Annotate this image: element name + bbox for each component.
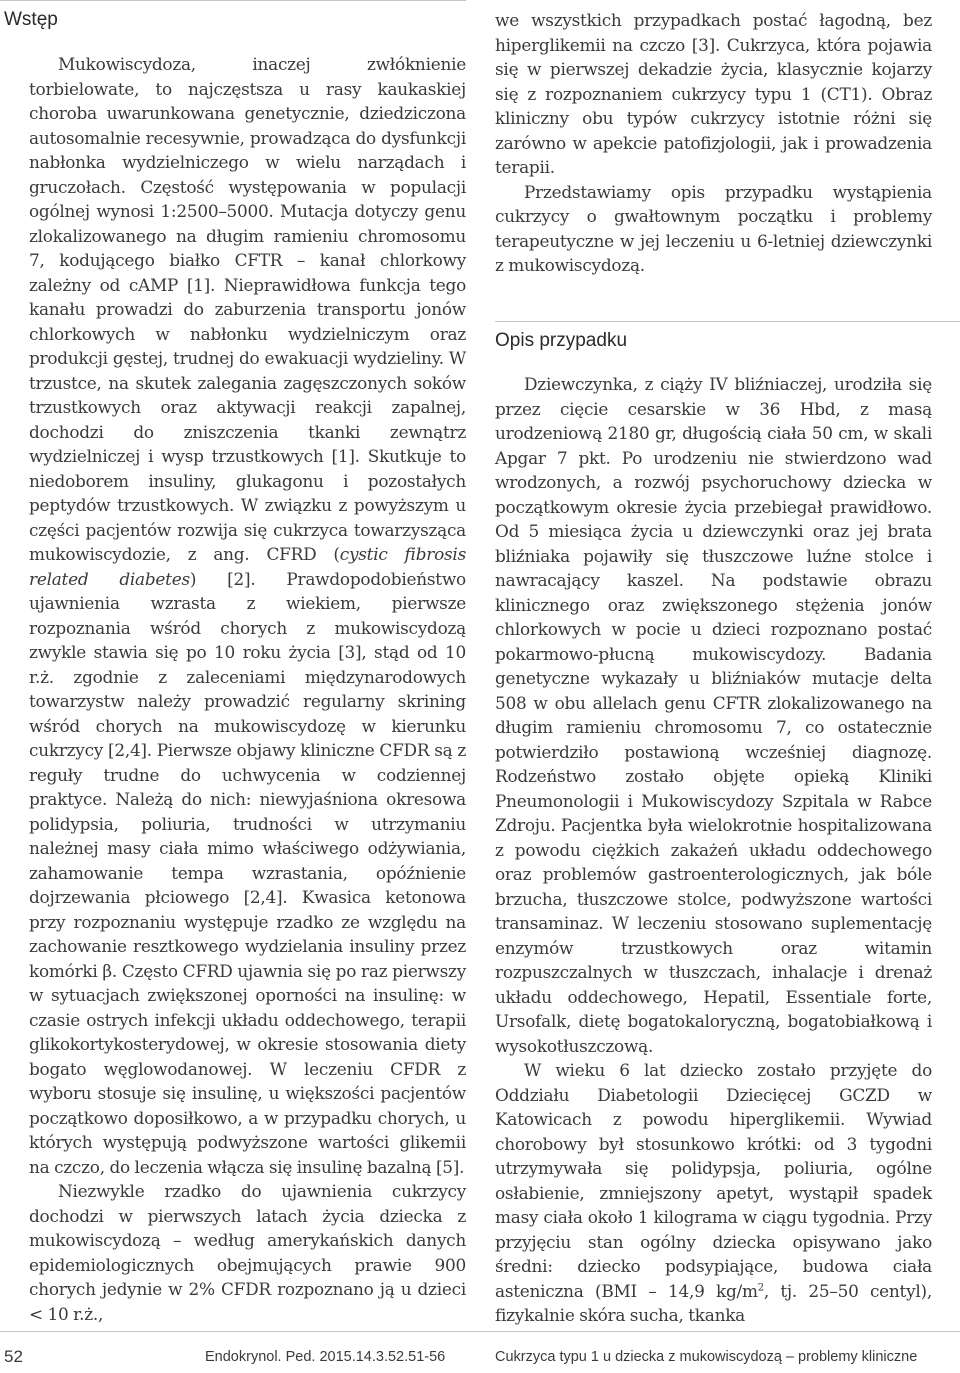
section-heading-intro-text: Wstęp: [4, 9, 58, 30]
intro-paragraph-4: Przedstawiamy opis przypadku wystąpienia cukrzycy o gwałtownym początku i problemy terapeutyczne w jej leczeniu u 6-letniej dziewczynki z mukowiscydozą.: [495, 181, 932, 275]
intro-paragraph-1-italic-term: cystic fibrosis related diabetes: [29, 544, 466, 589]
section-heading-intro: [0, 0, 466, 31]
section-heading-case: [495, 321, 960, 352]
right-column-case: [495, 372, 932, 1328]
case-paragraph-2-superscript: 2: [757, 1281, 764, 1293]
right-column-top: [495, 8, 932, 278]
intro-paragraph-1-text-a: Mukowiscydoza, inaczej zwłóknienie torbielowate, to najczęstsza u rasy kaukaskiej choroba uwarunkowana genetycznie, dziedziczona autosomalnie recesywnie, prowadząca do dysfunkcji nabłonka wydzielniczego w wielu narządach i gruczołach. Częstość występowania w populacji ogólnej wynosi 1:2500–5000. Mutacja dotyczy genu zlokalizowanego na długim ramieniu chromosomu 7, kodującego białko CFTR – kanał chlorkowy zależny od cAMP [1]. Nieprawidłowa funkcja tego kanału prowadzi do zaburzenia transportu jonów chlorkowych w nabłonku wydzielniczym oraz produkcji gęstej, trudnej do ewakuacji wydzieliny. W trzustce, na skutek zalegania zagęszczonych soków trzustkowych oraz aktywacji reakcji zapalnej, dochodzi do zniszczenia tkanki zewnątrz wydzielniczej i wysp trzustkowych [1]. Skutkuje to niedoborem insuliny, glukagonu i pozostałych peptydów trzustkowych. W związku z powyższym u części pacjentów rozwija się cukrzyca towarzysząca mukowiscydozie, z ang. CFRD (: [29, 54, 466, 564]
intro-paragraph-2: Niezwykle rzadko do ujawnienia cukrzycy dochodzi w pierwszych latach życia dziecka z mukowiscydozą – według amerykańskich danych epidemiologicznych obejmujących prawie 900 chorych jedynie w 2% CFDR rozpoznano ją u dzieci < 10 r.ż.,: [29, 1181, 466, 1324]
page-number: 52: [4, 1347, 23, 1366]
case-paragraph-2-text-b: , tj. 25–50 centyl), fizykalnie skóra sucha, tkanka: [495, 1280, 932, 1325]
intro-paragraph-1: [29, 52, 466, 1179]
left-column: [29, 52, 466, 1326]
section-heading-case-text: Opis przypadku: [495, 330, 628, 351]
running-title: Cukrzyca typu 1 u dziecka z mukowiscydozą – problemy kliniczne: [495, 1349, 918, 1365]
intro-paragraph-1-text-b: ) [2]. Prawdopodobieństwo ujawnienia wzrasta z wiekiem, pierwsze rozpoznania wśród chorych z mukowiscydozą zwykle stawia się po 10 roku życia [3], stąd od 10 r.ż. zgodnie z zaleceniami międzynarodowych towarzystw należy prowadzić regularny skrining wśród chorych na mukowiscydozę w kierunku cukrzycy [2,4]. Pierwsze objawy kliniczne CFDR są z reguły trudne do uchwycenia w codziennej praktyce. Należą do nich: niewyjaśniona okresowa polidypsia, poliuria, trudności w utrzymaniu należnej masy ciała mimo właściwego odżywiania, zahamowanie tempa wzrastania, opóźnienie dojrzewania płciowego [2,4]. Kwasica ketonowa przy rozpoznaniu występuje rzadko ze względu na zachowanie resztkowego wydzielania insuliny przez komórki β. Często CFRD ujawnia się po raz pierwszy w sytuacjach zwiększonej oporności na insulinę: w czasie ostrych infekcji układu oddechowego, terapii glikokortykosterydowej, w okresie stosowania diety bogato węglowodanowej. W leczeniu CFDR z wyboru stosuje się insulinę, u większości pacjentów początkowo doposiłkowo, a w przypadku chorych, u których występują podwyższone wartości glikemii na czczo, do leczenia włącza się insulinę bazalną [5].: [29, 568, 466, 1177]
case-paragraph-1: Dziewczynka, z ciąży IV bliźniaczej, urodziła się przez cięcie cesarskie w 36 Hbd, z masą urodzeniową 2180 gr, długością ciała 50 cm, w skali Apgar 7 pkt. Po urodzeniu nie stwierdzono wad wrodzonych, a rozwój psychoruchowy dziecka w początkowym okresie życia przebiegał prawidłowo. Od 5 miesiąca życia u dziewczynki oraz jej brata bliźniaka pojawiły się tłuszczowe luźne stolce i nawracający kaszel. Na podstawie obrazu klinicznego oraz zwiększonego stężenia jonów chlorkowych w pocie u dzieci rozpoznano postać pokarmowo-płucną mukowiscydozy. Badania genetyczne wykazały u bliźniaków mutacje delta 508 w obu allelach genu CFTR zlokalizowanego na długim ramieniu chromosomu 7, co ostatecznie potwierdziło postawioną wcześniej diagnozę. Rodzeństwo zostało objęte opieką Kliniki Pneumonologii i Mukowiscydozy Szpitala w Rabce Zdroju. Pacjentka była wielokrotnie hospitalizowana z powodu ciężkich zakażeń układu oddechowego oraz problemów gastroenterologicznych, jak bóle brzucha, tłuszczowe stolce, podwyższone wartości transaminaz. W leczeniu stosowano suplementację enzymów trzustkowych oraz witamin rozpuszczalnych w tłuszczach, inhalacje i drenaż układu oddechowego, Hepatil, Essentiale forte, Ursofalk, dietę bogatokaloryczną, bogatobiałkową i wysokotłuszczową.: [495, 374, 932, 1056]
case-paragraph-2: [495, 1058, 932, 1328]
footer-rule: [0, 1331, 960, 1332]
journal-reference: Endokrynol. Ped. 2015.14.3.52.51-56: [205, 1349, 446, 1365]
intro-paragraph-3: we wszystkich przypadkach postać łagodną, bez hiperglikemii na czczo [3]. Cukrzyca, która pojawia się w pierwszej dekadzie życia, klasycznie kojarzy się z rozpoznaniem cukrzycy typu 1 (CT1). Obraz kliniczny obu typów cukrzycy istotnie różni się zarówno w apekcie patofizjologii, jak i prowadzenia terapii.: [495, 10, 932, 177]
case-paragraph-2-text-a: W wieku 6 lat dziecko zostało przyjęte do Oddziału Diabetologii Dziecięcej GCZD w Katowicach z powodu hiperglikemii. Wywiad chorobowy był stosunkowo krótki: od 3 tygodni utrzymywała się polidypsja, poliuria, ogólne osłabienie, zmniejszony apetyt, wystąpił spadek masy ciała około 1 kilograma w ciągu tygodnia. Przy przyjęciu stan ogólny dziecka opisywano jako średni: dziecko podsypiające, budowa ciała asteniczna (BMI – 14,9 kg/m: [495, 1060, 932, 1301]
